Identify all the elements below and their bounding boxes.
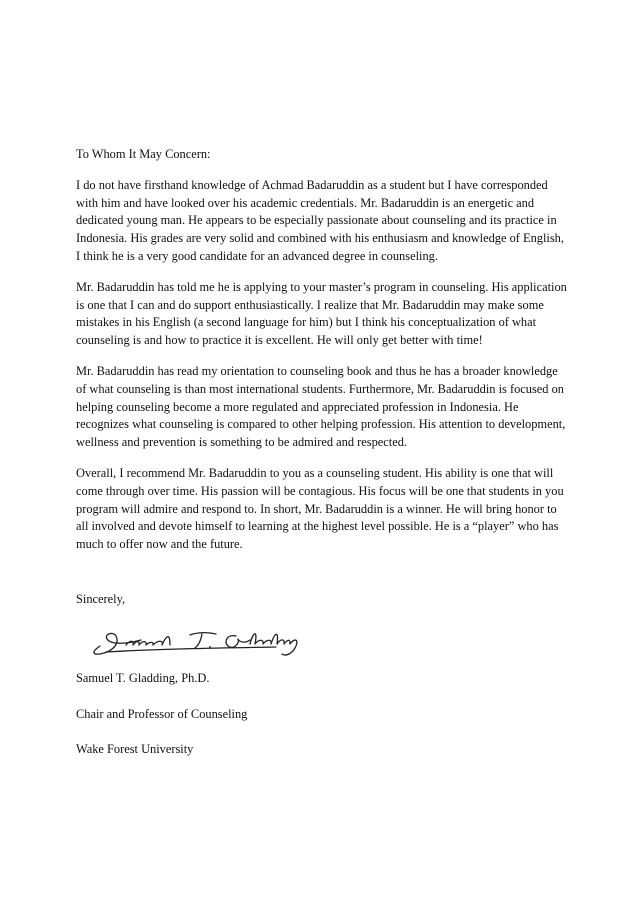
signer-name: Samuel T. Gladding, Ph.D. [76, 670, 210, 685]
closing: Sincerely, [76, 591, 126, 606]
signer-institution: Wake Forest University [76, 742, 194, 757]
letter-body [76, 146, 568, 777]
handwritten-signature [86, 622, 316, 662]
paragraph-2: Mr. Badaruddin has told me he is applying to your master’s program in counseling. His application is one that I can and do support enthusiastically. I realize that Mr. Badaruddin may make some mistakes in his English (a second language for him) but I think his conceptualization of what counseling is and how to practice it is excellent. He will only get better with time! [76, 279, 567, 348]
salutation: To Whom It May Concern: [76, 147, 211, 161]
paragraph-1: I do not have firsthand knowledge of Achmad Badaruddin as a student but I have corresponded with him and have looked over his academic credentials. Mr. Badaruddin is an energetic and dedicated young man. He appears to be especially passionate about counseling and its practice in Indonesia. His grades are very solid and combined with his enthusiasm and knowledge of English, I think he is a very good candidate for an advanced degree in counseling. [76, 177, 564, 263]
paragraph-4: Overall, I recommend Mr. Badaruddin to you as a counseling student. His ability is one that will come through over time. His passion will be contagious. His focus will be one that students in you program will admire and respond to. In short, Mr. Badaruddin is a winner. He will bring honor to all involved and devote himself to learning at the highest level possible. He is a “player” who has much to offer now and the future. [76, 465, 564, 552]
signer-title: Chair and Professor of Counseling [76, 706, 248, 721]
signer-block [76, 670, 568, 759]
paragraph-3: Mr. Badaruddin has read my orientation to counseling book and thus he has a broader knowledge of what counseling is than most international students. Furthermore, Mr. Badaruddin is focused on helping counseling become a more regulated and appreciated profession in Indonesia. He recognizes what counseling is compared to other helping profession. His attention to development, wellness and prevention is something to be admired and respected. [76, 363, 566, 450]
